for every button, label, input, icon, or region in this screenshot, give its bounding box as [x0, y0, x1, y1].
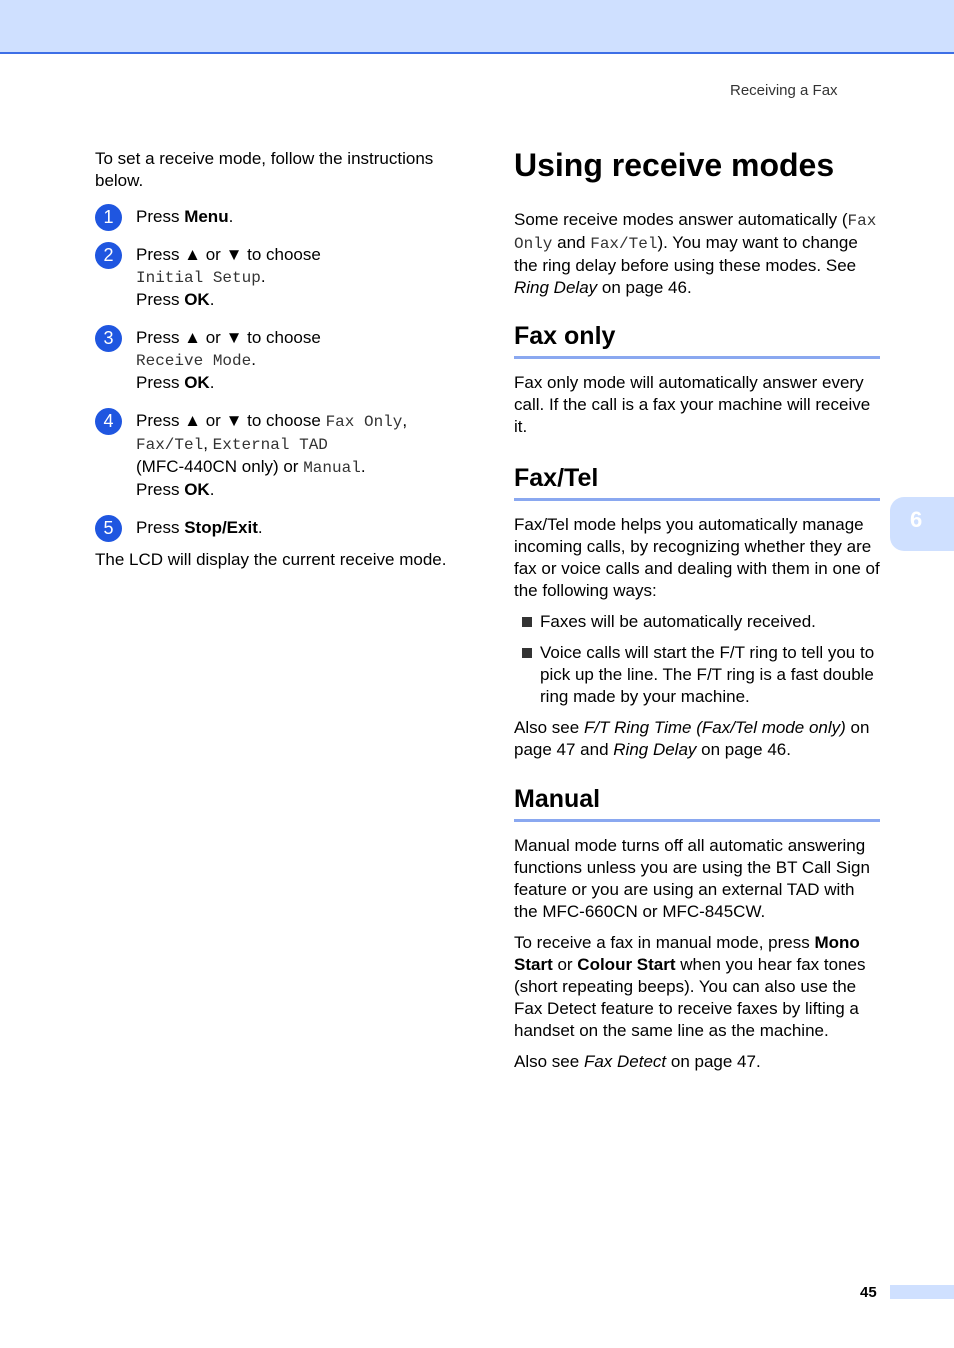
- key-name: Menu: [184, 207, 229, 226]
- section-heading-manual: Manual: [514, 784, 880, 822]
- list-item-text: Faxes will be automatically received.: [540, 612, 816, 631]
- lcd-option: External TAD: [212, 436, 328, 454]
- text: and: [552, 233, 591, 252]
- step-text: Press: [136, 207, 185, 226]
- cross-reference: Fax Detect: [583, 1052, 667, 1071]
- cross-reference: F/T Ring Time (Fax/Tel mode only): [583, 718, 846, 737]
- step-text: .: [260, 267, 266, 286]
- step-text: .: [209, 290, 215, 309]
- text: on page 47 and: [514, 718, 870, 759]
- text: Some receive modes answer automatically (: [514, 210, 848, 229]
- step-number: 4: [95, 408, 122, 435]
- step-2: [95, 244, 465, 311]
- key-name: OK: [184, 373, 210, 392]
- lcd-option: Fax/Tel: [136, 436, 204, 454]
- page-number: 45: [860, 1284, 877, 1301]
- step-text: Press ▲ or ▼ to choose: [136, 328, 321, 347]
- step-text: Press: [136, 518, 185, 537]
- intro-text: To set a receive mode, follow the instructions below.: [95, 149, 434, 190]
- outro-text: The LCD will display the current receive mode.: [95, 550, 447, 569]
- key-name: OK: [184, 290, 210, 309]
- chapter-tab: [890, 497, 954, 551]
- left-column: [95, 148, 465, 580]
- key-name: Stop/Exit: [184, 518, 258, 537]
- step-text: Press: [136, 480, 185, 499]
- step-text: .: [228, 207, 234, 226]
- cross-reference: Ring Delay: [514, 278, 598, 297]
- text: To receive a fax in manual mode, press: [514, 933, 815, 952]
- lcd-option: Fax Only: [514, 212, 877, 253]
- step-text: .: [209, 480, 215, 499]
- step-number: 1: [95, 204, 122, 231]
- step-text: .: [360, 457, 366, 476]
- cross-reference: Ring Delay: [613, 740, 697, 759]
- text: Also see: [514, 1052, 584, 1071]
- step-text: ,: [402, 411, 408, 430]
- step-text: Press ▲ or ▼ to choose: [136, 245, 321, 264]
- bullet-square-icon: [522, 648, 532, 658]
- right-column: [514, 140, 880, 1082]
- step-text: .: [209, 373, 215, 392]
- step-text: ,: [203, 434, 213, 453]
- lcd-option: Fax Only: [325, 413, 403, 431]
- page-title: Using receive modes: [514, 147, 835, 183]
- intro-paragraph: [514, 209, 880, 299]
- step-number: 3: [95, 325, 122, 352]
- section-heading-fax-only: Fax only: [514, 321, 880, 359]
- step-number: 5: [95, 515, 122, 542]
- key-name: Colour Start: [577, 955, 676, 974]
- list-item: [514, 642, 880, 708]
- lcd-option: Initial Setup: [136, 269, 261, 287]
- lcd-option: Manual: [303, 459, 361, 477]
- fax-tel-also-see: [514, 717, 880, 761]
- step-number: 2: [95, 242, 122, 269]
- text: or: [552, 955, 578, 974]
- text: when you hear fax tones (short repeating beeps). You can also use the Fax Detect feature to receive faxes by lifting a handset on the same line as the machine.: [514, 955, 866, 1040]
- step-3: [95, 327, 465, 394]
- manual-body: Manual mode turns off all automatic answering functions unless you are using the BT Call Sign feature or you are using an external TAD with the MFC-660CN or MFC-845CW.: [514, 836, 870, 921]
- running-header: Receiving a Fax: [730, 82, 838, 99]
- step-text: .: [257, 518, 263, 537]
- step-text: .: [251, 350, 256, 369]
- section-heading-fax-tel: Fax/Tel: [514, 463, 880, 501]
- key-name: Mono Start: [514, 933, 860, 974]
- text: on page 47.: [666, 1052, 761, 1071]
- list-item: [514, 611, 880, 633]
- text: on page 46.: [597, 278, 692, 297]
- step-1: [95, 206, 465, 228]
- text: on page 46.: [696, 740, 791, 759]
- manual-instructions: [514, 932, 880, 1042]
- bullet-square-icon: [522, 617, 532, 627]
- page-band: [890, 1285, 954, 1299]
- list-item-text: Voice calls will start the F/T ring to tell you to pick up the line. The F/T ring is a fast double ring made by your machine.: [540, 643, 875, 706]
- top-band: [0, 0, 954, 54]
- step-4: [95, 410, 465, 501]
- step-5: [95, 517, 465, 539]
- fax-only-body: Fax only mode will automatically answer every call. If the call is a fax your machine will receive it.: [514, 373, 871, 436]
- text: Also see: [514, 718, 584, 737]
- key-name: OK: [184, 480, 210, 499]
- step-text: (MFC-440CN only) or: [136, 457, 304, 476]
- step-text: Press: [136, 373, 185, 392]
- text: ). You may want to change the ring delay before using these modes. See: [514, 233, 858, 275]
- lcd-option: Fax/Tel: [590, 235, 658, 253]
- manual-also-see: [514, 1051, 880, 1073]
- fax-tel-body: Fax/Tel mode helps you automatically manage incoming calls, by recognizing whether they are fax or voice calls and dealing with them in one of the following ways:: [514, 515, 880, 600]
- chapter-number: 6: [910, 507, 923, 532]
- step-text: Press ▲ or ▼ to choose: [136, 411, 326, 430]
- lcd-option: Receive Mode: [136, 352, 252, 370]
- step-text: Press: [136, 290, 185, 309]
